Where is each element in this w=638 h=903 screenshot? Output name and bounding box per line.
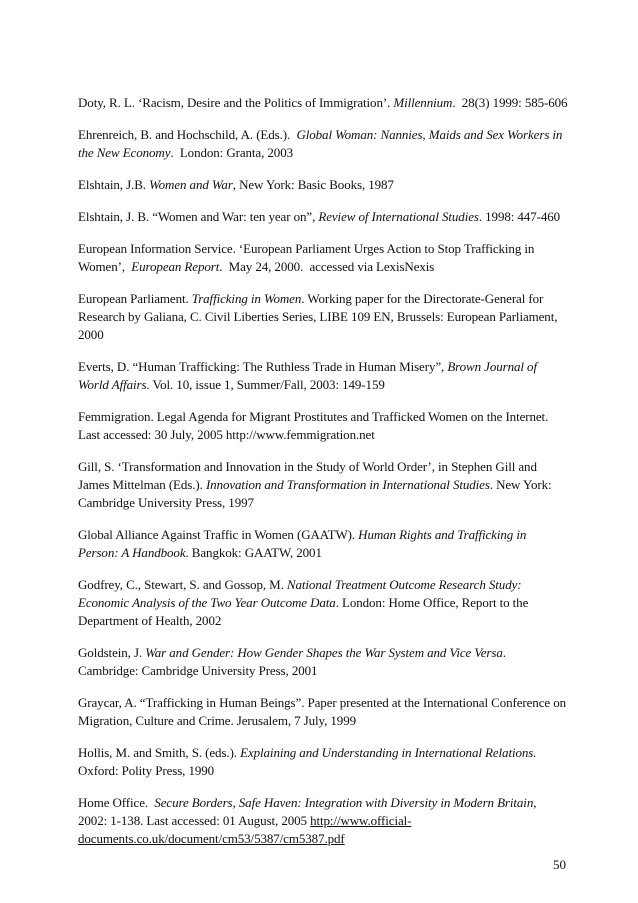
reference-title: War and Gender: How Gender Shapes the War System and Vice Versa [145,645,503,660]
reference-entry [78,176,568,194]
reference-entry [78,208,568,226]
reference-text: Graycar, A. “Trafficking in Human Beings”. Paper presented at the International Conference on Migration, Culture and Crime. Jerusalem, 7 July, 1999 [78,695,570,728]
reference-text: . May 24, 2000. accessed via LexisNexis [219,259,435,274]
reference-text: . London: Home Office, Report to the Department of Health, 2002 [78,595,532,628]
reference-text: Doty, R. L. ‘Racism, Desire and the Politics of Immigration’. [78,95,394,110]
reference-text: Home Office. [78,795,155,810]
reference-text: Oxford: Polity Press, 1990 [78,745,540,778]
reference-text: , New York: Basic Books, 1987 [232,177,394,192]
reference-text: , 2002: 1-138. Last accessed: 01 August, 2005 [78,795,540,828]
reference-entry [78,290,568,344]
reference-text: Femmigration. Legal Agenda for Migrant Prostitutes and Trafficked Women on the Internet. Last accessed: 30 July, 2005 http://www.femmigration.net [78,409,552,442]
reference-text: . New York: Cambridge University Press, 1997 [78,477,555,510]
reference-entry [78,576,568,630]
reference-title: Trafficking in Women [191,291,302,306]
reference-text: European Parliament. [78,291,192,306]
reference-title: Millennium [393,95,453,110]
reference-text: Goldstein, J. [78,645,146,660]
reference-title: Review of International Studies [318,209,479,224]
reference-entry [78,458,568,512]
reference-title: Brown Journal of World Affairs [78,359,541,392]
reference-text: . Vol. 10, issue 1, Summer/Fall, 2003: 149-159 [146,377,385,392]
reference-entry [78,240,568,276]
reference-entry [78,126,568,162]
reference-title: Human Rights and Trafficking in Person: A Handbook [78,527,530,560]
reference-entry [78,408,568,444]
reference-entry [78,526,568,562]
reference-title: National Treatment Outcome Research Study: Economic Analysis of the Two Year Outcome Data [78,577,525,610]
reference-entry [78,694,568,730]
reference-title: Secure Borders, Safe Haven: Integration with Diversity in Modern Britain [154,795,534,810]
reference-title: Global Woman: Nannies, Maids and Sex Workers in the New Economy [78,127,566,160]
reference-text: . Working paper for the Directorate-General for Research by Galiana, C. Civil Liberties Series, LIBE 109 EN, Brussels: European Parliament, 2000 [78,291,561,342]
reference-text: Elshtain, J. B. “Women and War: ten year on”, [78,209,319,224]
reference-title: Innovation and Transformation in International Studies [205,477,490,492]
reference-text: Gill, S. ‘Transformation and Innovation in the Study of World Order’, in Stephen Gill and James Mittelman (Eds.). [78,459,541,492]
reference-list [78,94,568,862]
reference-link[interactable]: http://www.official-documents.co.uk/document/cm53/5387/cm5387.pdf [78,813,412,846]
reference-text: . 1998: 447-460 [478,209,561,224]
reference-text: Godfrey, C., Stewart, S. and Gossop, M. [78,577,287,592]
reference-entry [78,358,568,394]
reference-title: Explaining and Understanding in International Relations. [240,745,537,760]
reference-text: Global Alliance Against Traffic in Women (GAATW). [78,527,359,542]
reference-text: Hollis, M. and Smith, S. (eds.). [78,745,241,760]
reference-entry [78,94,568,112]
reference-entry [78,644,568,680]
reference-entry [78,794,568,848]
reference-text: . London: Granta, 2003 [170,145,293,160]
page-number: 50 [553,857,566,872]
reference-text: Ehrenreich, B. and Hochschild, A. (Eds.). [78,127,297,142]
reference-title: European Report [131,259,220,274]
reference-title: Women and War [149,177,233,192]
reference-text: Elshtain, J.B. [78,177,150,192]
reference-text: . Cambridge: Cambridge University Press, 2001 [78,645,510,678]
reference-text: European Information Service. ‘European Parliament Urges Action to Stop Trafficking in Women’, [78,241,538,274]
reference-text: . Bangkok: GAATW, 2001 [185,545,322,560]
reference-text: . 28(3) 1999: 585-606 [452,95,568,110]
reference-entry [78,744,568,780]
reference-text: Everts, D. “Human Trafficking: The Ruthless Trade in Human Misery”, [78,359,448,374]
